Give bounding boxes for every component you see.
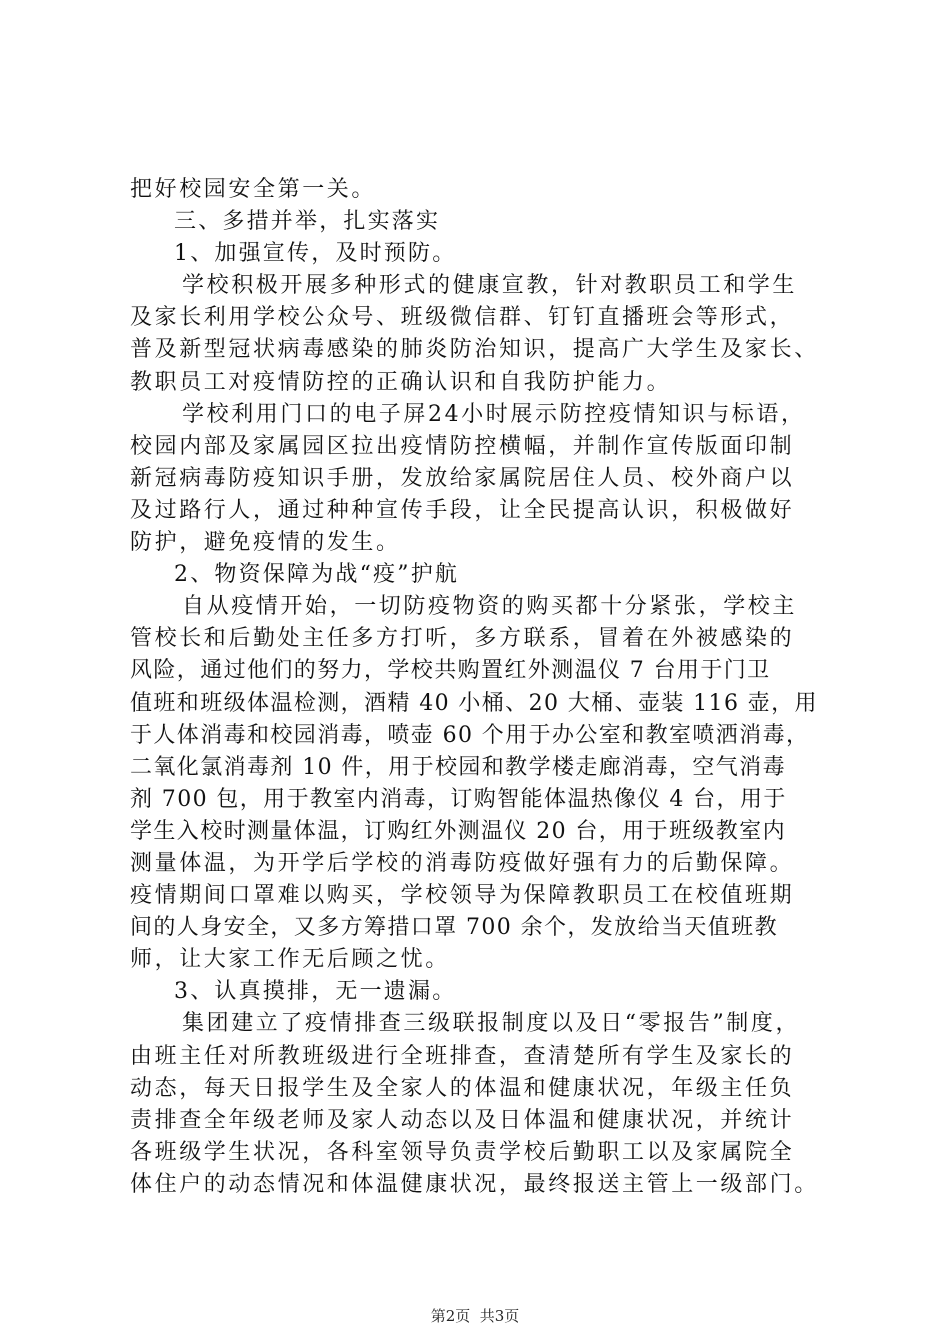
text-line: 新冠病毒防疫知识手册，发放给家属院居住人员、校外商户以 xyxy=(130,465,795,491)
text-line: 责排查全年级老师及家人动态以及日体温和健康状况，并统计 xyxy=(130,1107,795,1133)
text-line: 二氧化氯消毒剂 10 件，用于校园和教学楼走廊消毒，空气消毒 xyxy=(130,754,786,780)
text-line: 各班级学生状况，各科室领导负责学校后勤职工以及家属院全 xyxy=(130,1139,795,1165)
text-line: 3、认真摸排，无一遗漏。 xyxy=(174,979,457,1005)
text-line: 剂 700 包，用于教室内消毒，订购智能体温热像仪 4 台，用于 xyxy=(130,786,787,812)
text-line: 教职员工对疫情防控的正确认识和自我防护能力。 xyxy=(130,369,672,395)
text-line: 体住户的动态情况和体温健康状况，最终报送主管上一级部门。 xyxy=(130,1171,819,1197)
text-line: 防护，避免疫情的发生。 xyxy=(130,530,401,556)
text-line: 学校利用门口的电子屏24小时展示防控疫情知识与标语， xyxy=(182,401,806,427)
text-line: 及过路行人，通过种种宣传手段，让全民提高认识，积极做好 xyxy=(130,497,795,523)
text-line: 风险，通过他们的努力，学校共购置红外测温仪 7 台用于门卫 xyxy=(130,658,771,684)
text-line: 自从疫情开始，一切防疫物资的购买都十分紧张，学校主 xyxy=(182,594,798,620)
text-line: 及家长利用学校公众号、班级微信群、钉钉直播班会等形式， xyxy=(130,305,795,331)
text-line: 学校积极开展多种形式的健康宣教，针对教职员工和学生 xyxy=(182,273,798,299)
text-line: 管校长和后勤处主任多方打听，多方联系，冒着在外被感染的 xyxy=(130,626,795,652)
text-line: 学生入校时测量体温，订购红外测温仪 20 台，用于班级教室内 xyxy=(130,818,786,844)
text-line: 三、多措并举，扎实落实 xyxy=(174,209,441,235)
text-line: 于人体消毒和校园消毒，喷壶 60 个用于办公室和教室喷洒消毒， xyxy=(130,722,810,748)
text-line: 集团建立了疫情排查三级联报制度以及日“零报告”制度， xyxy=(182,1011,801,1037)
text-line: 校园内部及家属园区拉出疫情防控横幅，并制作宣传版面印制 xyxy=(130,433,795,459)
text-line: 间的人身安全，又多方筹措口罩 700 余个，发放给当天值班教 xyxy=(130,915,778,941)
text-line: 1、加强宣传，及时预防。 xyxy=(174,241,457,267)
text-line: 值班和班级体温检测，酒精 40 小桶、20 大桶、壶装 116 壶，用 xyxy=(130,690,818,716)
text-line: 2、物资保障为战“疫”护航 xyxy=(174,562,460,588)
page-footer: 第2页 共3页 xyxy=(430,1307,520,1325)
document-body xyxy=(130,174,850,1201)
text-line: 把好校园安全第一关。 xyxy=(130,177,377,202)
text-line: 动态，每天日报学生及全家人的体温和健康状况，年级主任负 xyxy=(130,1075,795,1101)
text-line: 普及新型冠状病毒感染的肺炎防治知识，提高广大学生及家长、 xyxy=(130,337,819,363)
text-line: 疫情期间口罩难以购买，学校领导为保障教职员工在校值班期 xyxy=(130,883,795,909)
text-line: 由班主任对所教班级进行全班排查，查清楚所有学生及家长的 xyxy=(130,1043,795,1069)
text-line: 师，让大家工作无后顾之忧。 xyxy=(130,947,450,973)
text-line: 测量体温，为开学后学校的消毒防疫做好强有力的后勤保障。 xyxy=(130,850,795,876)
